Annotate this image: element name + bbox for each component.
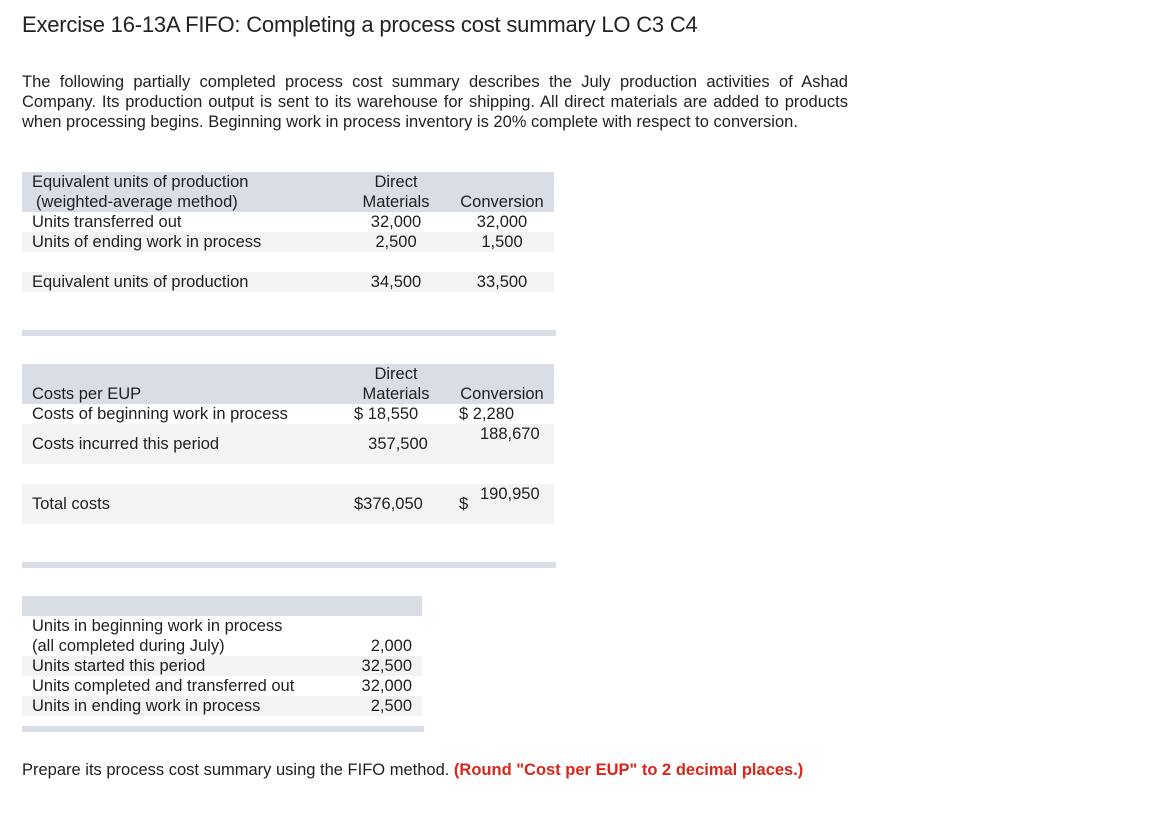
- costs-row-dm: $ 18,550: [354, 405, 419, 423]
- costs-header-row-1: [22, 364, 554, 384]
- section-divider: [22, 330, 556, 336]
- costs-row-beginning: [22, 404, 554, 424]
- costs-col-conversion: Conversion: [460, 385, 544, 403]
- eup-row-conv: 32,000: [476, 213, 528, 231]
- costs-row-conv: $ 2,280: [459, 405, 515, 423]
- exercise-title: Exercise 16-13A FIFO: Completing a process cost summary LO C3 C4: [22, 12, 698, 37]
- eup-total-row: [22, 272, 554, 292]
- eup-row-label: Units transferred out: [32, 213, 182, 231]
- costs-row-dm: 357,500: [368, 435, 428, 453]
- units-row: [22, 636, 422, 656]
- instructions: [22, 760, 848, 780]
- units-row-value: 2,000: [370, 637, 412, 655]
- eup-total-conv: 33,500: [476, 273, 528, 291]
- units-row-label: (all completed during July): [32, 637, 225, 655]
- units-row-label: Units completed and transferred out: [32, 677, 295, 695]
- instructions-text: Prepare its process cost summary using the FIFO method.: [22, 761, 454, 779]
- units-row-label: Units in ending work in process: [32, 697, 261, 715]
- units-row-label: Units started this period: [32, 657, 206, 675]
- costs-header-row-2: [22, 384, 554, 404]
- eup-row-dm: 32,000: [370, 213, 422, 231]
- eup-row-dm: 2,500: [375, 233, 417, 251]
- section-divider: [22, 726, 424, 732]
- eup-col-dm-line1: Direct: [374, 173, 418, 191]
- eup-row-ending-wip: [22, 232, 554, 252]
- costs-total-label: Total costs: [32, 495, 110, 513]
- eup-row-conv: 1,500: [481, 233, 523, 251]
- costs-row-conv: 188,670: [480, 425, 540, 443]
- units-header-row: [22, 596, 422, 616]
- costs-row-incurred: [22, 424, 554, 464]
- eup-header-label-1: Equivalent units of production: [32, 173, 249, 191]
- units-row-value: 2,500: [370, 697, 412, 715]
- units-row-value: 32,500: [361, 657, 412, 675]
- eup-total-label: Equivalent units of production: [32, 273, 249, 291]
- intro-paragraph: The following partially completed process cost summary describes the July production activities of Ashad Company. Its production output is sent to its warehouse for shipping. All direct materials are added to products when processing begins. Beginning work in process inventory is 20% complete with respect to conversion.: [22, 73, 848, 131]
- units-row-label: Units in beginning work in process: [32, 617, 283, 635]
- eup-col-conversion: Conversion: [460, 193, 544, 211]
- instructions-rounding-note: (Round "Cost per EUP" to 2 decimal places.): [453, 761, 804, 779]
- units-row: [22, 656, 422, 676]
- eup-header-row-1: [22, 172, 554, 192]
- units-row: [22, 696, 422, 716]
- units-row-value: 32,000: [361, 677, 412, 695]
- costs-row-label: Costs incurred this period: [32, 435, 220, 453]
- costs-header-label: Costs per EUP: [32, 385, 142, 403]
- costs-col-dm-line2: Materials: [362, 385, 430, 403]
- units-row: [22, 616, 422, 636]
- eup-row-transferred: [22, 212, 554, 232]
- costs-col-dm-line1: Direct: [374, 365, 418, 383]
- units-row: [22, 676, 422, 696]
- costs-row-label: Costs of beginning work in process: [32, 405, 288, 423]
- eup-total-dm: 34,500: [370, 273, 422, 291]
- costs-total-conv: 190,950: [480, 485, 540, 503]
- eup-col-dm-line2: Materials: [362, 193, 430, 211]
- costs-total-row: [22, 484, 554, 524]
- eup-header-label-2: (weighted-average method): [36, 193, 238, 211]
- section-divider: [22, 562, 556, 568]
- eup-header-row-2: [22, 192, 554, 212]
- costs-total-dm: $376,050: [354, 495, 423, 513]
- eup-row-label: Units of ending work in process: [32, 233, 262, 251]
- costs-total-conv-symbol: $: [459, 495, 469, 513]
